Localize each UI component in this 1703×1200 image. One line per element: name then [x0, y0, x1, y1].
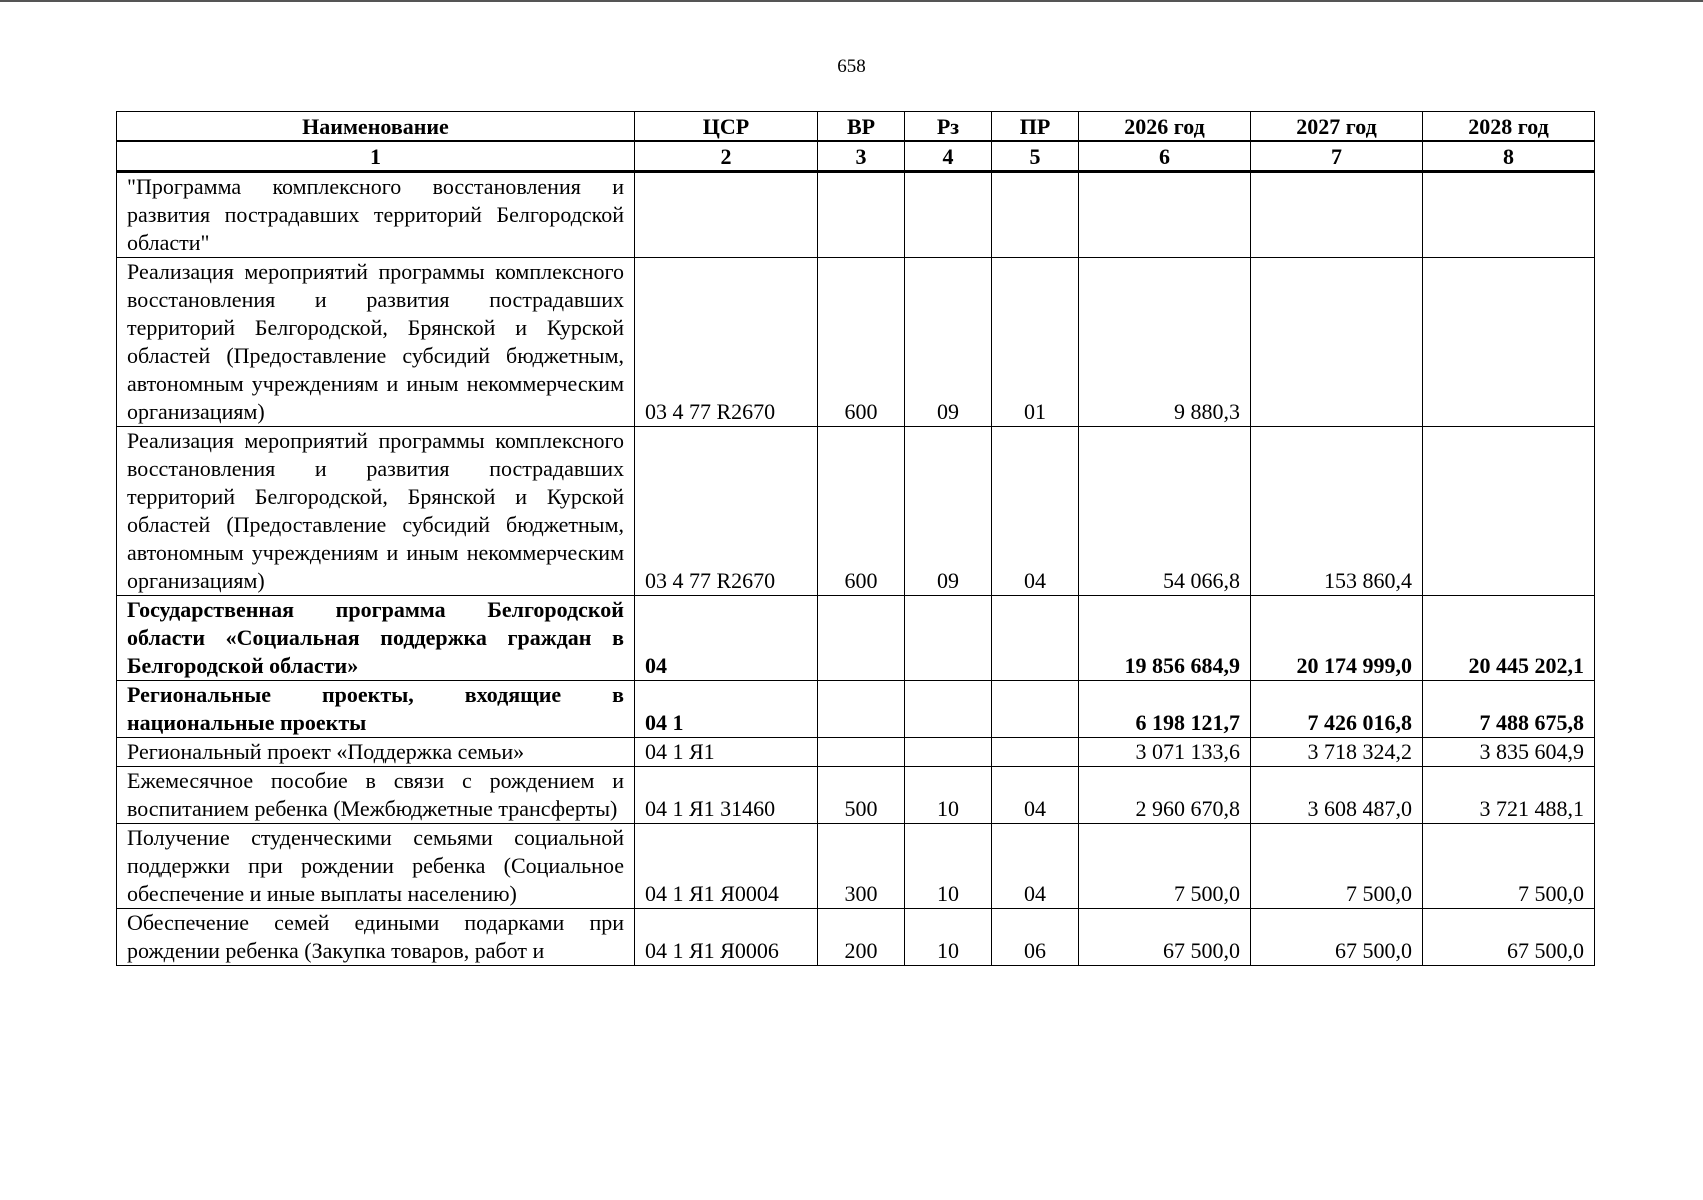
row-2028	[1423, 427, 1595, 596]
row-2026: 19 856 684,9	[1079, 596, 1251, 681]
row-2027: 3 608 487,0	[1251, 767, 1423, 824]
row-rz	[905, 681, 992, 738]
row-name: Ежемесячное пособие в связи с рождением и воспитанием ребенка (Межбюджетные трансферты)	[117, 767, 635, 824]
column-number: 6	[1079, 141, 1251, 172]
header-2027: 2027 год	[1251, 112, 1423, 142]
table-row	[117, 681, 1595, 738]
header-vr: ВР	[818, 112, 905, 142]
row-rz: 09	[905, 427, 992, 596]
row-2026: 67 500,0	[1079, 909, 1251, 966]
column-number: 5	[992, 141, 1079, 172]
row-name: Региональный проект «Поддержка семьи»	[117, 738, 635, 767]
row-pr	[992, 681, 1079, 738]
row-pr	[992, 596, 1079, 681]
row-2026: 9 880,3	[1079, 258, 1251, 427]
row-pr: 04	[992, 767, 1079, 824]
table-row	[117, 172, 1595, 258]
budget-table	[116, 111, 1595, 966]
row-2026: 54 066,8	[1079, 427, 1251, 596]
header-2026: 2026 год	[1079, 112, 1251, 142]
table-row	[117, 738, 1595, 767]
row-2027: 153 860,4	[1251, 427, 1423, 596]
row-2028: 3 835 604,9	[1423, 738, 1595, 767]
row-2026	[1079, 172, 1251, 258]
header-name: Наименование	[117, 112, 635, 142]
row-pr: 04	[992, 427, 1079, 596]
row-rz	[905, 738, 992, 767]
column-number: 1	[117, 141, 635, 172]
column-number-row	[117, 141, 1595, 172]
row-rz: 10	[905, 767, 992, 824]
row-2028: 7 500,0	[1423, 824, 1595, 909]
row-vr: 500	[818, 767, 905, 824]
row-csr	[635, 172, 818, 258]
row-2028: 20 445 202,1	[1423, 596, 1595, 681]
row-rz	[905, 596, 992, 681]
header-csr: ЦСР	[635, 112, 818, 142]
row-vr: 600	[818, 427, 905, 596]
page-top-edge	[0, 0, 1703, 2]
row-2028: 7 488 675,8	[1423, 681, 1595, 738]
row-2027: 7 426 016,8	[1251, 681, 1423, 738]
row-pr	[992, 172, 1079, 258]
column-number: 3	[818, 141, 905, 172]
row-2027: 3 718 324,2	[1251, 738, 1423, 767]
column-number: 7	[1251, 141, 1423, 172]
row-name: Государственная программа Белгородской области «Социальная поддержка граждан в Белгородской области»	[117, 596, 635, 681]
row-rz: 10	[905, 909, 992, 966]
table-row	[117, 767, 1595, 824]
row-2026: 6 198 121,7	[1079, 681, 1251, 738]
row-csr: 04 1	[635, 681, 818, 738]
table-header-row	[117, 112, 1595, 142]
table-row	[117, 596, 1595, 681]
row-csr: 03 4 77 R2670	[635, 258, 818, 427]
row-2027	[1251, 172, 1423, 258]
row-vr	[818, 596, 905, 681]
row-vr	[818, 681, 905, 738]
row-2026: 7 500,0	[1079, 824, 1251, 909]
row-csr: 04 1 Я1 31460	[635, 767, 818, 824]
row-csr: 04 1 Я1	[635, 738, 818, 767]
row-vr	[818, 738, 905, 767]
row-csr: 04 1 Я1 Я0004	[635, 824, 818, 909]
table-row	[117, 824, 1595, 909]
row-2027: 67 500,0	[1251, 909, 1423, 966]
row-name: Обеспечение семей едиными подарками при рождении ребенка (Закупка товаров, работ и	[117, 909, 635, 966]
row-rz: 10	[905, 824, 992, 909]
row-pr	[992, 738, 1079, 767]
table-row	[117, 258, 1595, 427]
row-2027: 7 500,0	[1251, 824, 1423, 909]
row-2028: 3 721 488,1	[1423, 767, 1595, 824]
row-2026: 3 071 133,6	[1079, 738, 1251, 767]
row-vr: 600	[818, 258, 905, 427]
row-vr	[818, 172, 905, 258]
row-vr: 200	[818, 909, 905, 966]
row-2028: 67 500,0	[1423, 909, 1595, 966]
row-name: "Программа комплексного восстановления и развития пострадавших территорий Белгородской области"	[117, 172, 635, 258]
header-pr: ПР	[992, 112, 1079, 142]
row-csr: 03 4 77 R2670	[635, 427, 818, 596]
row-name: Реализация мероприятий программы комплексного восстановления и развития пострадавших территорий Белгородской, Брянской и Курской областей (Предоставление субсидий бюджетным, автономным учреждениям и иным некоммерческим организациям)	[117, 427, 635, 596]
table-row	[117, 909, 1595, 966]
table-row	[117, 427, 1595, 596]
column-number: 2	[635, 141, 818, 172]
row-2028	[1423, 258, 1595, 427]
row-rz: 09	[905, 258, 992, 427]
page-number: 658	[837, 56, 866, 77]
row-pr: 06	[992, 909, 1079, 966]
row-pr: 04	[992, 824, 1079, 909]
row-pr: 01	[992, 258, 1079, 427]
row-csr: 04	[635, 596, 818, 681]
row-csr: 04 1 Я1 Я0006	[635, 909, 818, 966]
header-rz: Рз	[905, 112, 992, 142]
row-2027	[1251, 258, 1423, 427]
row-2028	[1423, 172, 1595, 258]
row-rz	[905, 172, 992, 258]
column-number: 8	[1423, 141, 1595, 172]
row-2026: 2 960 670,8	[1079, 767, 1251, 824]
header-2028: 2028 год	[1423, 112, 1595, 142]
row-2027: 20 174 999,0	[1251, 596, 1423, 681]
row-name: Реализация мероприятий программы комплексного восстановления и развития пострадавших территорий Белгородской, Брянской и Курской областей (Предоставление субсидий бюджетным, автономным учреждениям и иным некоммерческим организациям)	[117, 258, 635, 427]
row-vr: 300	[818, 824, 905, 909]
row-name: Получение студенческими семьями социальной поддержки при рождении ребенка (Социальное обеспечение и иные выплаты населению)	[117, 824, 635, 909]
row-name: Региональные проекты, входящие в национальные проекты	[117, 681, 635, 738]
column-number: 4	[905, 141, 992, 172]
